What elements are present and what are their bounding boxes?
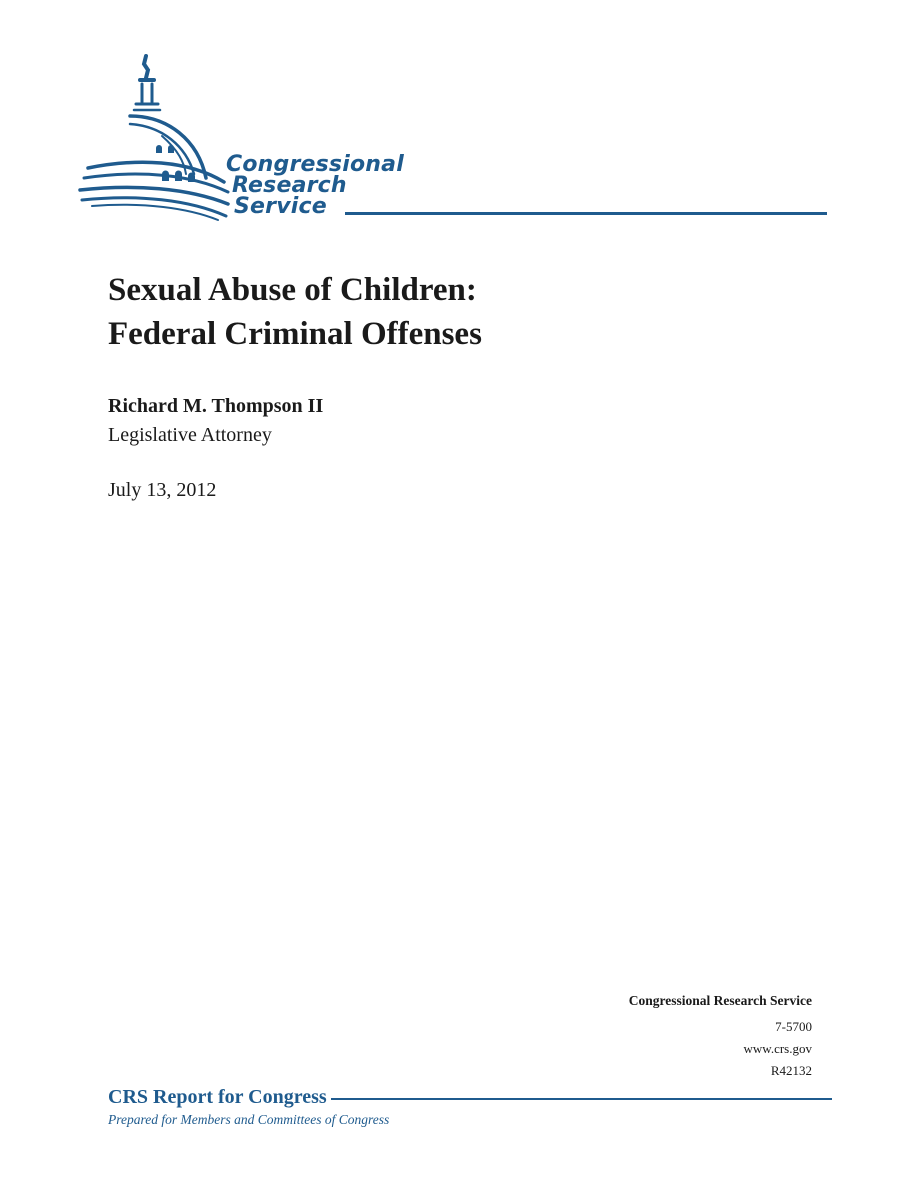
crs-website: www.crs.gov [743,1041,812,1056]
header-rule [345,212,827,215]
logo-line-service: Service [234,194,327,219]
footer-subtitle: Prepared for Members and Committees of Congress [108,1112,390,1127]
footer-title-row [108,1084,832,1110]
footer-title: CRS Report for Congress [108,1086,327,1108]
author-name: Richard M. Thompson II [108,395,324,417]
footer-rule [331,1098,832,1100]
logo-wordmark [226,154,404,217]
report-title-line-2: Federal Criminal Offenses [108,316,482,352]
author-role: Legislative Attorney [108,424,272,446]
report-title-line-1: Sexual Abuse of Children: [108,272,477,308]
crs-phone: 7-5700 [775,1019,812,1034]
crs-logo [78,50,838,230]
crs-info-block [629,990,812,1082]
logo-line-research: Research [232,173,347,198]
logo-line-congressional: Congressional [226,152,404,177]
footer [108,1084,832,1130]
crs-report-number: R42132 [770,1063,812,1078]
report-title [108,268,482,356]
crs-organization: Congressional Research Service [628,993,812,1008]
report-date: July 13, 2012 [108,479,217,501]
